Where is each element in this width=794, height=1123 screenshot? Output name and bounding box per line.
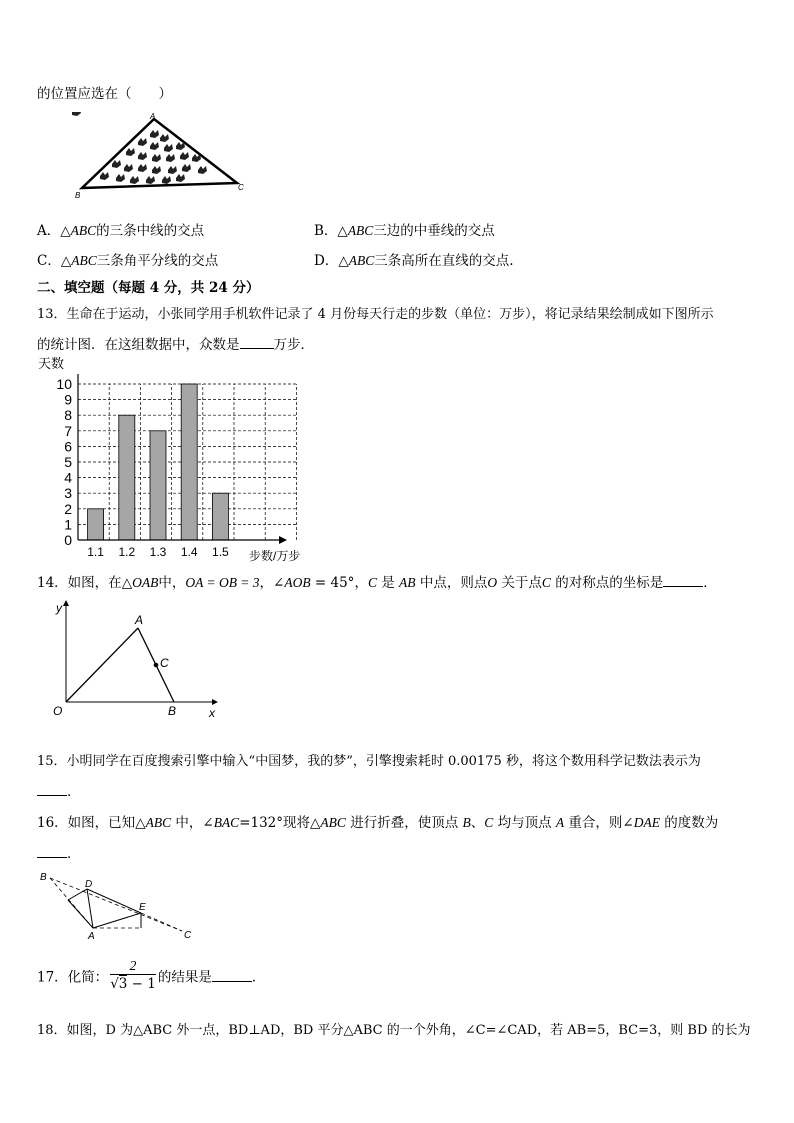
chart-y-tick-label: 10 [56,376,72,392]
triangle-symbol: △ [310,815,321,831]
var-abc: ABC [145,815,172,830]
q14-angle: = 45° [310,575,355,591]
chart-x-arrow [279,536,287,544]
q14-text: 中点，则点 [415,575,488,591]
x-axis-arrow [212,699,218,705]
chart-y-tick-label: 4 [64,469,72,486]
var-abc: ABC [347,223,374,238]
q16-text: =132°现将 [239,815,311,831]
chart-y-tick-label: 2 [64,500,72,517]
q12-vertex-a: A [150,112,156,121]
chart-x-tick-label: 1.4 [180,545,198,559]
label-c: C [184,930,192,941]
chart-y-tick-label: 1 [64,516,72,533]
q14-coordinate-figure [36,598,226,723]
triangle-symbol: △ [60,253,72,269]
option-c-label: C． [37,253,61,269]
q15-line2 [37,780,81,800]
segment-bc-dashed [50,878,182,931]
q17-fraction [110,958,156,993]
chart-y-tick-label: 0 [64,532,72,548]
sqrt-symbol: √ [110,976,119,992]
q14-text: ， [354,575,368,591]
var-oab: OAB [132,575,159,590]
q13-line2 [37,333,314,353]
chart-y-tick-label: 8 [64,407,72,424]
var-b: B [462,815,471,830]
option-d-label: D． [314,253,339,269]
chart-y-tick-label: 7 [64,422,72,439]
triangle-symbol: △ [338,253,349,269]
chart-y-tick-label: 3 [64,485,72,502]
q12-option-b[interactable] [314,219,495,239]
q18-stem: 18．如图，D 为△ABC 外一点，BD⊥AD，BD 平分△ABC 的一个外角，∠C=∠CAD，若 AB=5，BC=3，则 BD 的长为 [37,1023,751,1038]
chart-x-tick-label: 1.5 [212,545,229,559]
var-c: C [541,575,551,590]
var-c: C [367,575,377,590]
label-y: y [56,601,62,615]
segment-ec-dashed [141,913,182,931]
q14-text: 是 [376,575,400,591]
q14-text: 的对称点的坐标是 [550,575,664,591]
chart-bar [88,509,104,540]
option-d-text: 三条高所在直线的交点. [374,253,514,269]
chart-bar [212,493,228,540]
chart-y-tick-label: 6 [64,438,72,455]
q13-bar-chart [34,354,324,564]
chart-ylabel: 天数 [38,356,65,371]
segment-d-fold [68,889,87,900]
var-c: C [484,815,494,830]
var-bac: BAC [213,815,240,830]
q16-text: 进行折叠，使顶点 [345,815,463,831]
chart-y-tick-label: 9 [64,391,72,408]
q12-vertex-c: C [238,183,244,192]
option-a-label: A． [37,223,61,239]
var-abc: ABC [320,815,346,830]
triangle-symbol: △ [60,223,71,239]
triangle-symbol: △ [337,223,348,239]
label-x: x [209,706,215,720]
chart-x-tick-label: 1.1 [87,545,104,559]
chart-y-ticks [56,376,72,548]
chart-x-ticks [87,545,229,559]
q14-text: 关于点 [497,575,542,591]
q14-text: 14．如图，在 [37,575,122,591]
option-c-text: 三条角平分线的交点 [96,253,219,269]
q14-text: 中， [158,575,186,591]
var-abc: ABC [70,223,97,238]
chart-bar [119,415,135,540]
q13-text-b: 万步． [273,337,314,353]
triangle-symbol: △ [135,815,146,831]
q16-folding-figure [38,868,198,946]
segment-oa [66,628,138,702]
fraction-numerator: 2 [110,958,156,975]
option-b-text: 三边的中垂线的交点 [373,223,495,239]
q12-triangle-figure [72,112,252,202]
q16-text: 重合，则∠ [564,815,634,831]
label-d: D [85,879,93,890]
var-abc: ABC [348,253,375,268]
option-a-text: 的三条中线的交点 [96,223,205,239]
chart-bar [150,431,166,540]
y-axis-arrow [63,600,69,606]
q12-vertex-b: B [75,191,81,200]
q17-answer-blank[interactable] [212,969,252,982]
q14-condition: OA = OB = 3 [185,575,260,590]
option-b-label: B． [314,223,338,239]
label-b: B [168,704,177,718]
radicand: 3 [118,976,128,992]
q12-option-a[interactable] [37,219,204,239]
label-o: O [53,704,63,718]
q12-option-d[interactable] [314,249,514,269]
denominator-rest: − 1 [127,976,156,992]
q13-text-a: 的统计图．在这组数据中，众数是 [37,337,240,353]
var-a: A [555,815,565,830]
q15-answer-blank[interactable] [37,783,67,796]
q12-option-c[interactable] [37,249,218,269]
q12-stem-tail: 的位置应选在（ ） [37,86,172,102]
triangle-symbol: △ [121,575,133,591]
q17-stem [37,958,265,993]
chart-y-tick-label: 5 [64,454,72,470]
var-dae: DAE [633,815,660,830]
label-c: C [160,656,169,670]
q17-prefix: 17．化简： [37,969,109,986]
point-c [154,663,159,668]
label-e: E [139,902,146,913]
var-o: O [487,575,498,590]
label-a: A [88,931,95,942]
q15-end: ． [67,784,81,800]
q16-end: ． [67,846,81,862]
q14-text: ，∠ [259,575,285,591]
q14-answer-blank[interactable] [663,574,703,587]
q16-line2 [37,842,81,862]
q16-text: 的度数为 [659,815,719,831]
q17-suffix: 的结果是 [157,969,212,986]
q14-stem [37,571,717,591]
segment-de [87,889,141,913]
q15-line1: 15．小明同学在百度搜索引擎中输入“中国梦，我的梦”，引擎搜索耗时 0.00175 秒，将这个数用科学记数法表示为 [37,754,701,769]
q14-end: ． [703,575,717,591]
q16-text: 均与顶点 [493,815,556,831]
q13-answer-blank[interactable] [240,336,274,349]
q16-text: 中，∠ [171,815,214,831]
q13-line1: 13．生命在于运动，小张同学用手机软件记录了 4 月份每天行走的步数（单位：万步），将记录结果绘制成如下图所示 [37,307,714,322]
var-ab: AB [399,575,416,590]
label-a: A [135,613,144,627]
q17-end: ． [251,969,266,986]
label-b: B [40,872,47,883]
var-abc: ABC [71,253,97,268]
q16-text: 16．如图，已知 [37,815,136,831]
chart-x-tick-label: 1.3 [149,545,167,559]
q12-shrub-pattern [72,112,207,184]
q16-stem [37,811,718,831]
chart-x-tick-label: 1.2 [118,545,136,559]
q16-text: 、 [470,815,485,831]
chart-bar [181,384,197,540]
q16-answer-blank[interactable] [37,845,67,858]
section-heading: 二、填空题（每题 4 分，共 24 分） [37,280,260,296]
chart-xlabel: 步数/万步 [249,549,301,563]
segment-ae [93,913,141,928]
var-aob: AOB [284,575,311,590]
